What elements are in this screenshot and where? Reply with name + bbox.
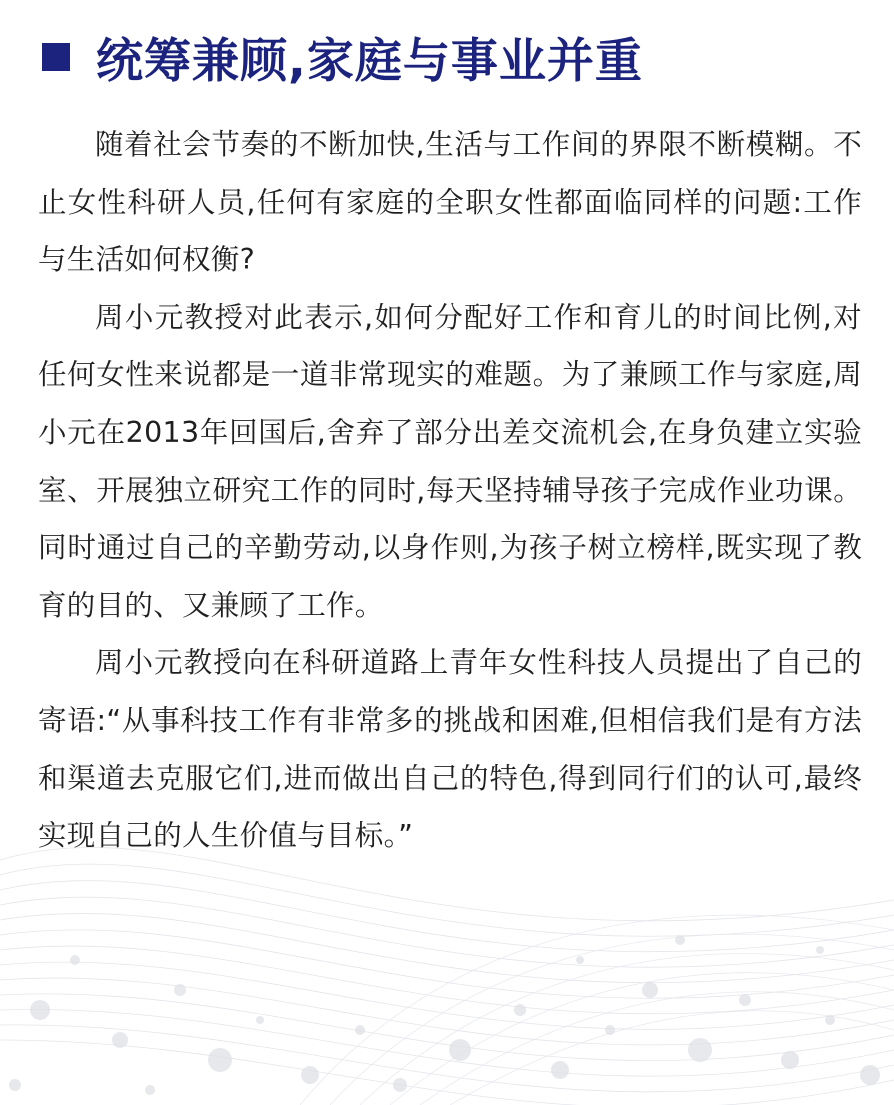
section-title: 统筹兼顾,家庭与事业并重 [96, 33, 643, 89]
article-body [38, 116, 862, 865]
paragraph: 周小元教授对此表示,如何分配好工作和育儿的时间比例,对任何女性来说都是一道非常现实的难题。为了兼顾工作与家庭,周小元在2013年回国后,舍弃了部分出差交流机会,在身负建立实验室、开展独立研究工作的同时,每天坚持辅导孩子完成作业功课。同时通过自己的辛勤劳动,以身作则,为孩子树立榜样,既实现了教育的目的、又兼顾了工作。 [38, 300, 862, 622]
square-bullet-icon [42, 43, 70, 71]
paragraph: 随着社会节奏的不断加快,生活与工作间的界限不断模糊。不止女性科研人员,任何有家庭的全职女性都面临同样的问题:工作与生活如何权衡? [38, 128, 862, 277]
section-heading [42, 22, 643, 92]
paragraph: 周小元教授向在科研道路上青年女性科技人员提出了自己的寄语:“从事科技工作有非常多的挑战和困难,但相信我们是有方法和渠道去克服它们,进而做出自己的特色,得到同行们的认可,最终实现自己的人生价值与目标。” [38, 646, 862, 853]
